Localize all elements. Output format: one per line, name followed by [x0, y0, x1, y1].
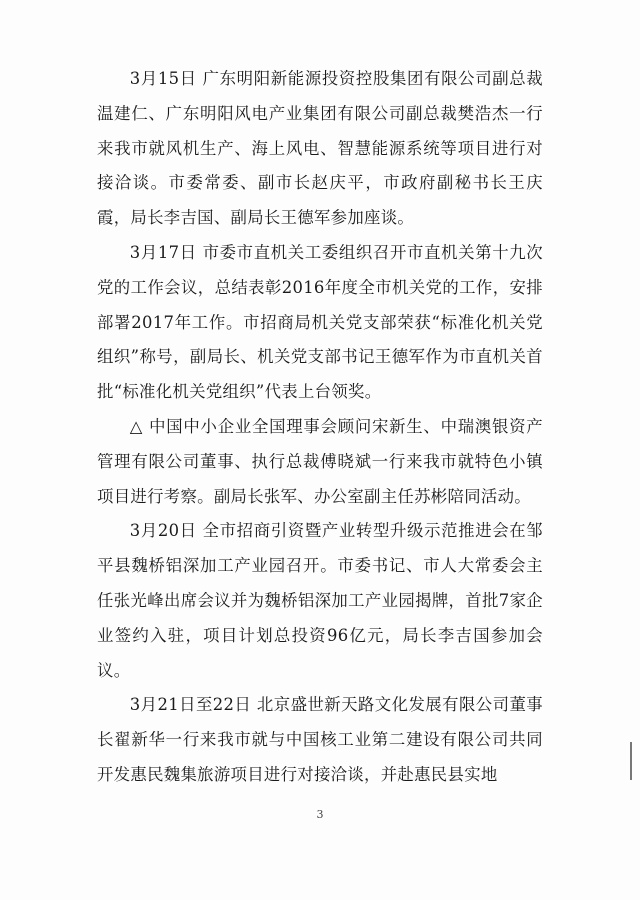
page-number: 3	[316, 808, 324, 821]
paragraph-triangle-note: △ 中国中小企业全国理事会顾问宋新生、中瑞澳银资产管理有限公司董事、执行总裁傅晓斌一行来我市就特色小镇项目进行考察。副局长张军、办公室副主任苏彬陪同活动。	[97, 416, 543, 506]
paragraph-mar-15: 3月15日 广东明阳新能源投资控股集团有限公司副总裁温建仁、广东明阳风电产业集团有限公司副总裁樊浩杰一行来我市就风机生产、海上风电、智慧能源系统等项目进行对接洽谈。市委常委、副市长赵庆平，市政府副秘书长王庆霞，局长李吉国、副局长王德军参加座谈。	[97, 69, 543, 228]
paragraph-mar-21-22: 3月21日至22日 北京盛世新天路文化发展有限公司董事长翟新华一行来我市就与中国核工业第二建设有限公司共同开发惠民魏集旅游项目进行对接洽谈，并赴惠民县实地	[97, 695, 543, 784]
paragraph-mar-17: 3月17日 市委市直机关工委组织召开市直机关第十九次党的工作会议，总结表彰2016年度全市机关党的工作，安排部署2017年工作。市招商局机关党支部荣获“标准化机关党组织”称号，副局长、机关党支部书记王德军作为市直机关首批“标准化机关党组织”代表上台领奖。	[97, 242, 543, 402]
document-body	[97, 62, 543, 793]
paragraph-mar-20: 3月20日 全市招商引资暨产业转型升级示范推进会在邹平县魏桥铝深加工产业园召开。市委书记、市人大常委会主任张光峰出席会议并为魏桥铝深加工产业园揭牌，首批7家企业签约入驻，项目计划总投资96亿元，局长李吉国参加会议。	[97, 521, 543, 680]
scan-edge-mark	[630, 742, 632, 780]
